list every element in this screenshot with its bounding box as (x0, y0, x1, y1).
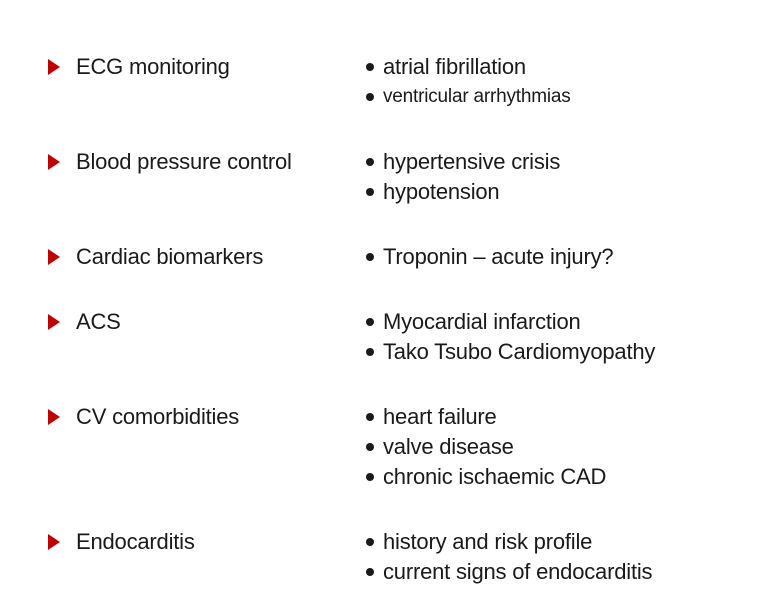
category-label: Cardiac biomarkers (76, 244, 264, 269)
detail-item (366, 147, 739, 177)
detail-label: valve disease (383, 434, 514, 459)
category-label: ECG monitoring (76, 54, 230, 79)
dot-bullet-icon (366, 93, 374, 101)
detail-item (366, 307, 739, 337)
topic-details (366, 307, 739, 367)
detail-label: atrial fibrillation (383, 54, 526, 79)
topics-list (48, 52, 739, 587)
dot-bullet-icon (366, 253, 374, 261)
topic-row (48, 242, 739, 272)
topic-row (48, 307, 739, 367)
topic-row (48, 52, 739, 112)
red-triangle-bullet-icon (48, 59, 60, 75)
category-label: CV comorbidities (76, 404, 240, 429)
topic-row (48, 147, 739, 207)
topic-category (48, 307, 366, 337)
topic-category (48, 527, 366, 557)
detail-item (366, 432, 739, 462)
topic-category (48, 402, 366, 432)
detail-label: hypertensive crisis (383, 149, 561, 174)
topic-row (48, 402, 739, 492)
red-triangle-bullet-icon (48, 154, 60, 170)
red-triangle-bullet-icon (48, 249, 60, 265)
detail-item (366, 337, 739, 367)
detail-item (366, 557, 739, 587)
dot-bullet-icon (366, 413, 374, 421)
detail-item (366, 242, 739, 272)
red-triangle-bullet-icon (48, 409, 60, 425)
topic-details (366, 402, 739, 492)
topic-category (48, 52, 366, 82)
detail-label: chronic ischaemic CAD (383, 464, 607, 489)
category-label: Blood pressure control (76, 149, 292, 174)
detail-item (366, 402, 739, 432)
detail-item (366, 177, 739, 207)
dot-bullet-icon (366, 538, 374, 546)
topic-details (366, 242, 739, 272)
dot-bullet-icon (366, 318, 374, 326)
topic-category (48, 147, 366, 177)
dot-bullet-icon (366, 348, 374, 356)
dot-bullet-icon (366, 443, 374, 451)
red-triangle-bullet-icon (48, 314, 60, 330)
category-label: ACS (76, 309, 121, 334)
detail-item (366, 82, 739, 112)
detail-label: ventricular arrhythmias (383, 86, 571, 107)
dot-bullet-icon (366, 473, 374, 481)
topic-category (48, 242, 366, 272)
detail-item (366, 462, 739, 492)
detail-label: current signs of endocarditis (383, 559, 653, 584)
dot-bullet-icon (366, 158, 374, 166)
topic-details (366, 147, 739, 207)
detail-item (366, 52, 739, 82)
topic-details (366, 527, 739, 587)
detail-label: hypotension (383, 179, 500, 204)
dot-bullet-icon (366, 568, 374, 576)
dot-bullet-icon (366, 63, 374, 71)
category-label: Endocarditis (76, 529, 195, 554)
red-triangle-bullet-icon (48, 534, 60, 550)
detail-label: Troponin – acute injury? (383, 244, 614, 269)
dot-bullet-icon (366, 188, 374, 196)
detail-label: Myocardial infarction (383, 309, 581, 334)
detail-item (366, 527, 739, 557)
topic-row (48, 527, 739, 587)
detail-label: history and risk profile (383, 529, 593, 554)
detail-label: Tako Tsubo Cardiomyopathy (383, 339, 656, 364)
topic-details (366, 52, 739, 112)
detail-label: heart failure (383, 404, 497, 429)
